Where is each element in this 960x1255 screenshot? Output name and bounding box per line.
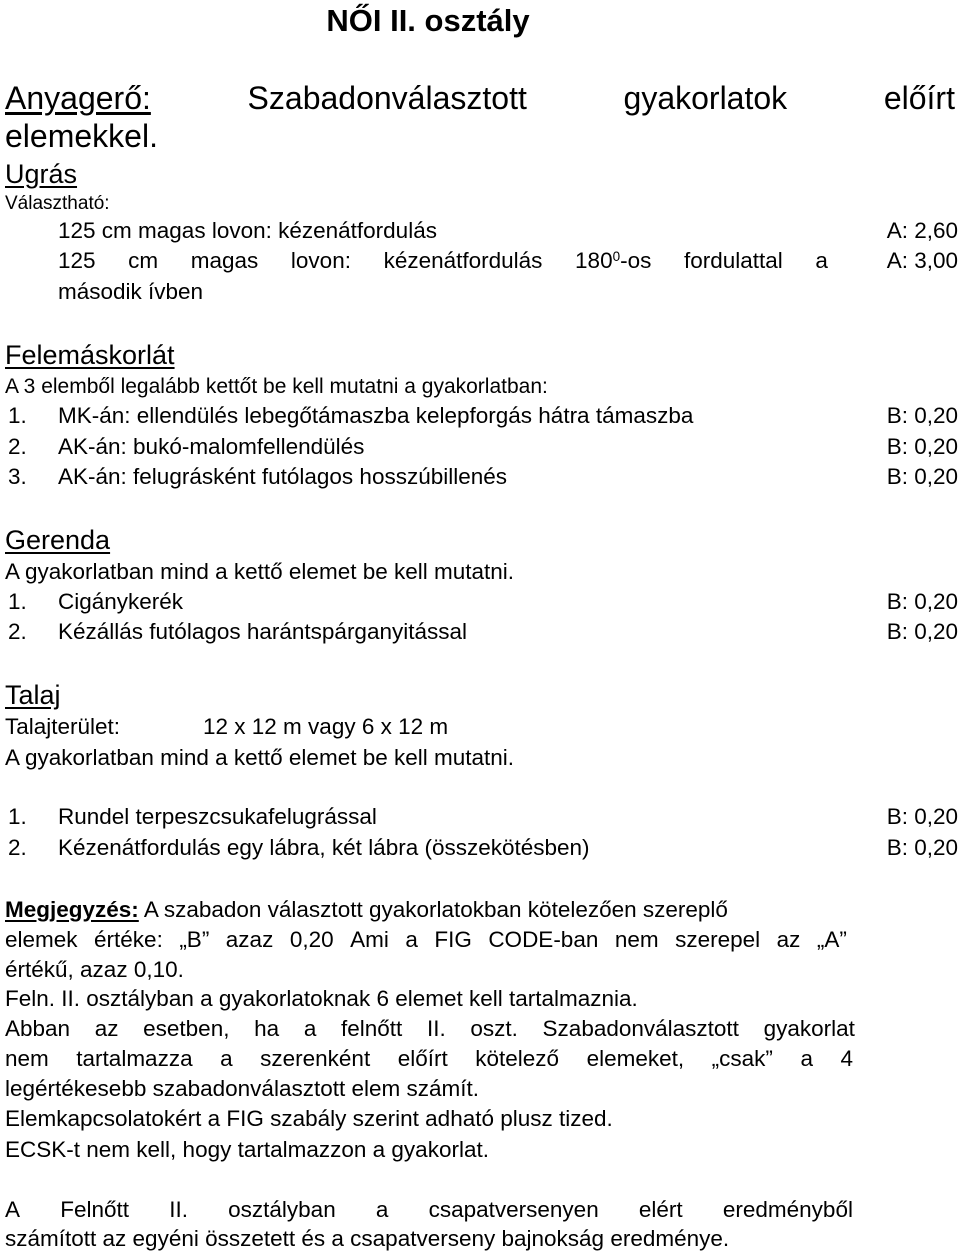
felemaskorlat-intro: A 3 elemből legalább kettőt be kell mutatni a gyakorlatban:: [5, 375, 548, 398]
section-title-ugras: Ugrás: [5, 159, 78, 189]
word: a: [815, 248, 828, 273]
list-item-text: AK-án: bukó-malomfellendülés: [58, 434, 365, 459]
ugras-item-value: A: 3,00: [886, 248, 958, 273]
word: kézenátfordulás: [383, 248, 543, 273]
heading-line-2: elemekkel.: [5, 118, 158, 154]
list-item-number: 2.: [8, 434, 27, 459]
ugras-item-text: 125 cm magas lovon: kézenátfordulás: [58, 218, 437, 243]
degree-word: $180^0-os$: [575, 248, 652, 273]
list-item-value: B: 0,20: [886, 434, 958, 459]
list-item-number: 1.: [8, 804, 27, 829]
list-item-value: B: 0,20: [886, 464, 958, 489]
heading-line: [5, 82, 955, 114]
word: lovon:: [290, 248, 351, 273]
list-item-value: B: 0,20: [886, 589, 958, 614]
ugras-intro: Választható:: [5, 193, 110, 214]
list-item-number: 3.: [8, 464, 27, 489]
note-line-9: ECSK-t nem kell, hogy tartalmazzon a gyakorlat.: [5, 1137, 489, 1162]
heading-word: gyakorlatok: [623, 80, 788, 116]
section-title-gerenda: Gerenda: [5, 525, 111, 555]
list-item-number: 2.: [8, 619, 27, 644]
list-item-number: 2.: [8, 835, 27, 860]
note-line-5: Abban az esetben, ha a felnőtt II. oszt. Szabadonválasztott gyakorlat: [5, 1016, 855, 1041]
word: fordulattal: [683, 248, 783, 273]
note-text: A szabadon választott gyakorlatokban kötelezően szereplő: [143, 897, 728, 922]
note-label: Megjegyzés:: [5, 897, 139, 922]
gerenda-intro: A gyakorlatban mind a kettő elemet be kell mutatni.: [5, 559, 515, 584]
list-item-text: MK-án: ellendülés lebegőtámaszba kelepforgás hátra támaszba: [58, 403, 694, 428]
talaj-area-value: 12 x 12 m vagy 6 x 12 m: [203, 714, 449, 739]
heading-word: Szabadonválasztott: [247, 80, 527, 116]
ugras-item-2: [58, 250, 828, 273]
ugras-item-continuation: második ívben: [58, 279, 204, 304]
section-heading: [5, 82, 955, 114]
word: cm: [128, 248, 159, 273]
list-item-text: Kézenátfordulás egy lábra, két lábra (összekötésben): [58, 835, 590, 860]
page-title: NŐI II. osztály: [326, 3, 530, 38]
list-item-number: 1.: [8, 403, 27, 428]
talaj-area-label: Talajterület:: [5, 714, 121, 739]
footer-line-1: A Felnőtt II. osztályban a csapatversenyen elért eredményből: [5, 1197, 853, 1222]
list-item-text: Cigánykerék: [58, 589, 184, 614]
note-line-3: értékű, azaz 0,10.: [5, 957, 184, 982]
list-item-value: B: 0,20: [886, 403, 958, 428]
note-line-1: [5, 899, 728, 922]
talaj-intro: A gyakorlatban mind a kettő elemet be kell mutatni.: [5, 745, 515, 770]
heading-word: előírt: [883, 80, 955, 116]
list-item-value: B: 0,20: [886, 804, 958, 829]
note-line-7: legértékesebb szabadonválasztott elem számít.: [5, 1076, 480, 1101]
list-item-text: Kézállás futólagos harántspárganyitással: [58, 619, 467, 644]
section-title-talaj: Talaj: [5, 680, 61, 710]
list-item-number: 1.: [8, 589, 27, 614]
note-line-4: Feln. II. osztályban a gyakorlatoknak 6 elemet kell tartalmaznia.: [5, 986, 638, 1011]
list-item-text: Rundel terpeszcsukafelugrással: [58, 804, 377, 829]
heading-label: Anyagerő:: [5, 80, 151, 116]
footer-line-2: számított az egyéni összetett és a csapatverseny bajnokság eredménye.: [5, 1226, 730, 1251]
note-line-8: Elemkapcsolatokért a FIG szabály szerint adható plusz tized.: [5, 1106, 613, 1131]
list-item-text: AK-án: felugrásként futólagos hosszúbillenés: [58, 464, 508, 489]
list-item-value: B: 0,20: [886, 835, 958, 860]
section-title-felemaskorlat: Felemáskorlát: [5, 340, 175, 370]
word: 125: [58, 248, 96, 273]
note-line-2: elemek értéke: „B” azaz 0,20 Ami a FIG CODE-ban nem szerepel az „A”: [5, 927, 847, 952]
note-line-6: nem tartalmazza a szerenként előírt kötelező elemeket, „csak” a 4: [5, 1046, 853, 1071]
list-item-value: B: 0,20: [886, 619, 958, 644]
word: magas: [190, 248, 259, 273]
ugras-item-value: A: 2,60: [886, 218, 958, 243]
